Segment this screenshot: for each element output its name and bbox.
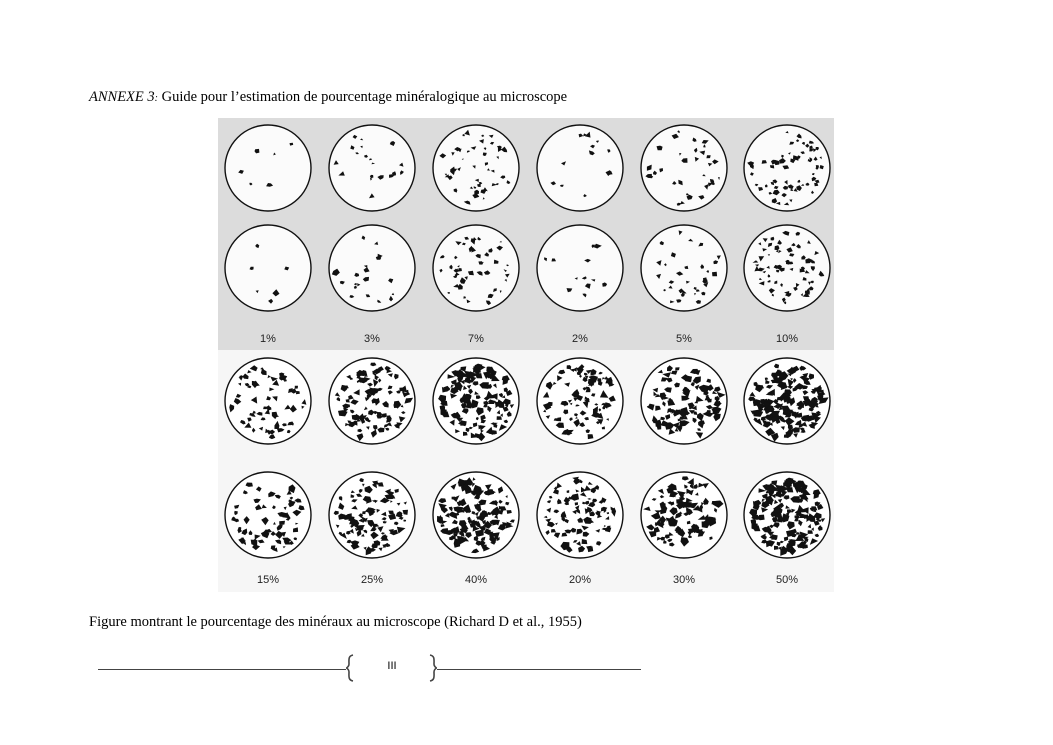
percent-label: 20% bbox=[568, 574, 592, 586]
mineral-grain bbox=[706, 155, 710, 158]
percent-label: 40% bbox=[464, 574, 488, 586]
percent-label: 3% bbox=[364, 333, 380, 345]
percent-label: 15% bbox=[256, 574, 280, 586]
percent-label: 30% bbox=[672, 574, 696, 586]
percent-label: 50% bbox=[775, 574, 799, 586]
sample-circle-5pct-1 bbox=[641, 125, 727, 211]
sample-circle-7pct-2 bbox=[433, 225, 519, 311]
sample-circle-15pct-2 bbox=[225, 472, 311, 558]
mineral-grain bbox=[675, 367, 679, 370]
annex-separator: : bbox=[154, 93, 158, 104]
percent-label: 25% bbox=[360, 574, 384, 586]
lower-panel-background bbox=[218, 350, 834, 592]
mineral-grain bbox=[777, 397, 781, 400]
sample-circle-1pct-2 bbox=[225, 225, 311, 311]
page-bracket-left bbox=[346, 654, 354, 682]
page-bracket-right bbox=[429, 654, 437, 682]
sample-circle-40pct-2 bbox=[433, 472, 519, 558]
sample-circle-30pct-2 bbox=[641, 472, 727, 558]
sample-circle-50pct-1 bbox=[744, 358, 830, 444]
footer-rule-right bbox=[437, 669, 641, 670]
sample-circle-30pct-1 bbox=[641, 358, 727, 444]
mineral-grain bbox=[808, 530, 813, 534]
sample-circle-10pct-1 bbox=[744, 125, 830, 211]
sample-circle-20pct-2 bbox=[537, 472, 623, 558]
sample-circle-40pct-1 bbox=[433, 358, 519, 444]
sample-circle-2pct-2 bbox=[537, 225, 623, 311]
mineral-grain bbox=[463, 296, 466, 298]
percent-label: 5% bbox=[676, 333, 692, 345]
sample-circle-10pct-2 bbox=[744, 225, 830, 311]
sample-circle-50pct-2 bbox=[744, 472, 830, 558]
annex-heading bbox=[89, 89, 567, 106]
sample-circle-15pct-1 bbox=[225, 358, 311, 444]
mineral-grain bbox=[362, 511, 366, 514]
figure-caption: Figure montrant le pourcentage des minéraux au microscope (Richard D et al., 1955) bbox=[89, 614, 582, 630]
footer-rule-left bbox=[98, 669, 346, 670]
mineral-grain bbox=[588, 434, 594, 439]
sample-circle-3pct-2 bbox=[329, 225, 415, 311]
sample-circle-5pct-2 bbox=[641, 225, 727, 311]
sample-circle-20pct-1 bbox=[537, 358, 623, 444]
mineral-grain bbox=[296, 391, 300, 394]
percent-label: 7% bbox=[468, 333, 484, 345]
sample-circle-25pct-2 bbox=[329, 472, 415, 558]
mineral-grain bbox=[279, 521, 285, 525]
mineral-percentage-chart bbox=[218, 118, 834, 592]
upper-panel-background bbox=[218, 118, 834, 350]
sample-circle-2pct-1 bbox=[537, 125, 623, 211]
sample-circle-7pct-1 bbox=[433, 125, 519, 211]
sample-circle-25pct-1 bbox=[329, 358, 415, 444]
sample-circle-1pct-1 bbox=[225, 125, 311, 211]
sample-circle-3pct-1 bbox=[329, 125, 415, 211]
mineral-grain bbox=[295, 386, 298, 389]
percent-label: 1% bbox=[260, 333, 276, 345]
annex-title: Guide pour l’estimation de pourcentage minéralogique au microscope bbox=[158, 89, 568, 105]
mineral-grain bbox=[712, 272, 717, 277]
page-number: III bbox=[387, 660, 397, 672]
annex-label: ANNEXE 3 bbox=[89, 89, 155, 105]
percent-label: 2% bbox=[572, 333, 588, 345]
mineral-grain bbox=[497, 416, 502, 420]
percent-label: 10% bbox=[775, 333, 799, 345]
